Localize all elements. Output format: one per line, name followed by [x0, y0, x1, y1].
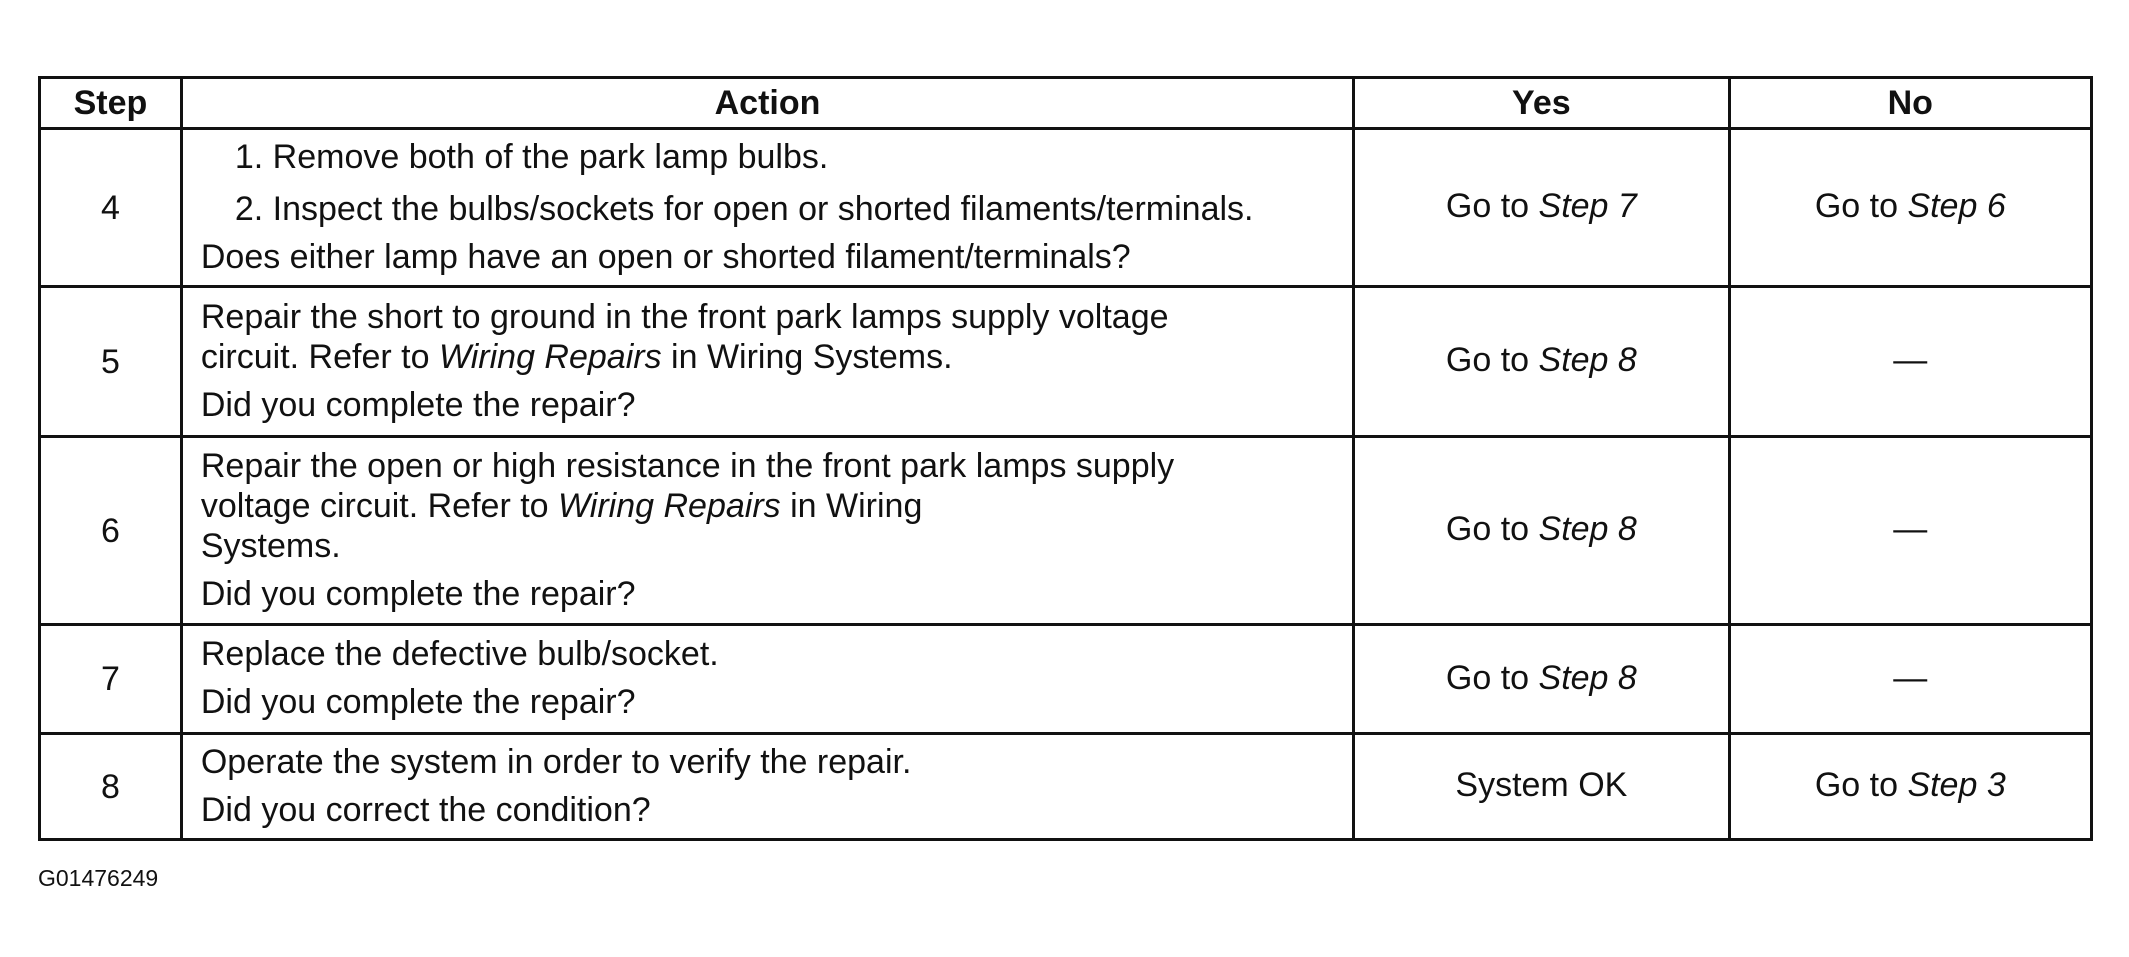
no-cell: [1729, 129, 2091, 287]
goto-prefix: Go to: [1814, 187, 1908, 225]
goto-step-link[interactable]: Step 8: [1538, 510, 1637, 548]
action-question: Did you correct the condition?: [200, 790, 651, 829]
reference-link[interactable]: Wiring Repairs: [438, 337, 662, 376]
no-cell: —: [1729, 437, 2091, 625]
action-text: [201, 337, 1334, 377]
goto-step-link[interactable]: Step 8: [1538, 658, 1637, 697]
goto-step-link[interactable]: Step 7: [1538, 187, 1637, 225]
yes-cell: [1354, 287, 1729, 437]
goto-prefix: Go to: [1445, 510, 1539, 548]
yes-cell: [1354, 437, 1729, 625]
step-number: 6: [40, 437, 182, 625]
diagnostic-table: [38, 76, 2093, 841]
yes-cell: [1354, 625, 1729, 734]
header-yes: Yes: [1354, 78, 1729, 129]
action-cell: [181, 625, 1353, 734]
goto-step-link[interactable]: Step 6: [1907, 187, 2006, 225]
no-cell: [1729, 734, 2091, 840]
action-question: Did you complete the repair?: [200, 385, 636, 424]
action-text: Replace the defective bulb/socket.: [200, 635, 719, 673]
header-no: No: [1729, 78, 2091, 129]
header-action: Action: [181, 78, 1353, 129]
header-row: [40, 78, 2092, 129]
action-cell: [181, 287, 1353, 437]
action-text-part: circuit. Refer to: [200, 337, 439, 376]
action-text: Repair the open or high resistance in the front park lamps supply: [200, 446, 1175, 485]
step-number: 4: [40, 129, 182, 287]
table-header: [40, 78, 2092, 129]
goto-prefix: Go to: [1445, 341, 1539, 379]
goto-step-link[interactable]: Step 8: [1538, 341, 1637, 379]
action-question: Did you complete the repair?: [200, 683, 636, 721]
step-number: 7: [40, 625, 182, 734]
action-text-part: voltage circuit. Refer to: [200, 486, 559, 525]
goto-step-link[interactable]: Step 3: [1907, 766, 2006, 804]
action-question: Did you complete the repair?: [200, 574, 636, 613]
no-cell: —: [1729, 287, 2091, 437]
step-number: 8: [40, 734, 182, 840]
action-text-part: in Wiring Systems.: [661, 337, 953, 376]
action-text: [201, 486, 1334, 526]
action-text: Systems.: [200, 526, 341, 565]
action-item: 1. Remove both of the park lamp bulbs.: [234, 137, 829, 176]
action-text-part: in Wiring: [780, 486, 923, 525]
table-row: [40, 437, 2092, 625]
action-question: Does either lamp have an open or shorted filament/terminals?: [200, 237, 1131, 276]
yes-cell: System OK: [1354, 734, 1729, 840]
step-number: 5: [40, 287, 182, 437]
action-cell: [181, 129, 1353, 287]
action-text: Repair the short to ground in the front park lamps supply voltage: [200, 297, 1169, 336]
action-text: Operate the system in order to verify the repair.: [200, 742, 912, 781]
action-cell: [181, 734, 1353, 840]
goto-prefix: Go to: [1814, 766, 1908, 804]
goto-prefix: Go to: [1445, 187, 1539, 225]
figure-id: G01476249: [38, 865, 159, 891]
reference-link[interactable]: Wiring Repairs: [558, 486, 781, 525]
action-item: 2. Inspect the bulbs/sockets for open or shorted filaments/terminals.: [234, 189, 1254, 228]
table-row: [40, 129, 2092, 287]
header-step: Step: [40, 78, 182, 129]
goto-prefix: Go to: [1445, 658, 1539, 697]
table-row: [40, 734, 2092, 840]
table-row: [40, 625, 2092, 734]
table-row: [40, 287, 2092, 437]
yes-cell: [1354, 129, 1729, 287]
no-cell: —: [1729, 625, 2091, 734]
action-cell: [181, 437, 1353, 625]
